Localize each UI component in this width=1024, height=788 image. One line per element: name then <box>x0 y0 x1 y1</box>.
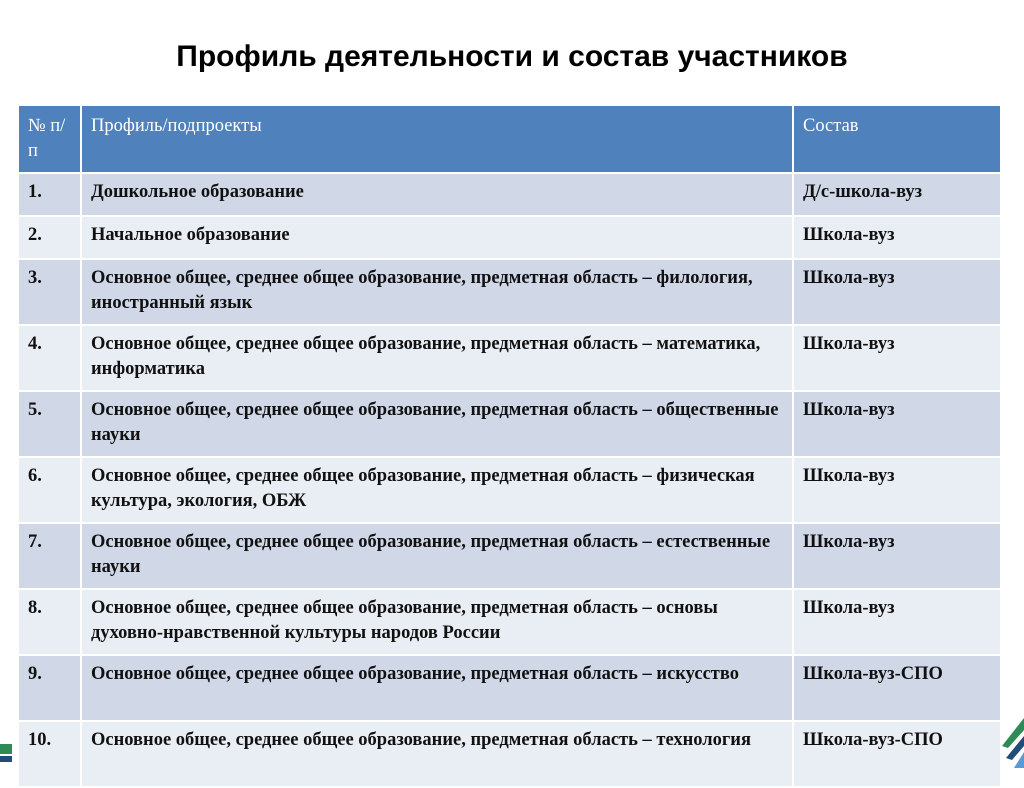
row-composition: Школа-вуз <box>793 259 1001 325</box>
row-num: 2. <box>18 216 81 259</box>
table-row <box>18 325 1001 391</box>
table-row <box>18 173 1001 216</box>
header-profile: Профиль/подпроекты <box>81 105 793 173</box>
row-composition: Д/с-школа-вуз <box>793 173 1001 216</box>
row-profile: Основное общее, среднее общее образование, предметная область – естественные науки <box>81 523 793 589</box>
row-composition: Школа-вуз <box>793 589 1001 655</box>
row-profile: Основное общее, среднее общее образование, предметная область – общественные науки <box>81 391 793 457</box>
row-composition: Школа-вуз <box>793 391 1001 457</box>
header-composition: Состав <box>793 105 1001 173</box>
corner-decoration-left-bar <box>0 756 12 762</box>
row-composition: Школа-вуз-СПО <box>793 655 1001 721</box>
row-num: 3. <box>18 259 81 325</box>
row-num: 8. <box>18 589 81 655</box>
row-profile: Основное общее, среднее общее образование, предметная область – физическая культура, экология, ОБЖ <box>81 457 793 523</box>
row-profile: Основное общее, среднее общее образование, предметная область – искусство <box>81 655 793 721</box>
header-num: № п/п <box>18 105 81 173</box>
table-row <box>18 589 1001 655</box>
row-profile: Основное общее, среднее общее образование, предметная область – филология, иностранный язык <box>81 259 793 325</box>
table-row <box>18 259 1001 325</box>
table-row <box>18 457 1001 523</box>
row-profile: Дошкольное образование <box>81 173 793 216</box>
row-num: 7. <box>18 523 81 589</box>
table-header-row <box>18 105 1001 173</box>
row-num: 6. <box>18 457 81 523</box>
row-profile: Основное общее, среднее общее образование, предметная область – основы духовно-нравственной культуры народов России <box>81 589 793 655</box>
row-num: 4. <box>18 325 81 391</box>
table-row <box>18 216 1001 259</box>
corner-decoration-right <box>994 718 1024 768</box>
table-row <box>18 391 1001 457</box>
row-composition: Школа-вуз-СПО <box>793 721 1001 787</box>
row-num: 1. <box>18 173 81 216</box>
profile-table <box>17 104 1002 788</box>
row-composition: Школа-вуз <box>793 457 1001 523</box>
table-row <box>18 655 1001 721</box>
row-profile: Основное общее, среднее общее образование, предметная область – математика, информатика <box>81 325 793 391</box>
table-row <box>18 721 1001 787</box>
row-profile: Основное общее, среднее общее образование, предметная область – технология <box>81 721 793 787</box>
slide-title: Профиль деятельности и состав участников <box>176 40 848 73</box>
corner-decoration-left <box>0 744 12 754</box>
row-composition: Школа-вуз <box>793 325 1001 391</box>
row-num: 10. <box>18 721 81 787</box>
row-num: 5. <box>18 391 81 457</box>
table-row <box>18 523 1001 589</box>
row-composition: Школа-вуз <box>793 216 1001 259</box>
row-num: 9. <box>18 655 81 721</box>
row-profile: Начальное образование <box>81 216 793 259</box>
row-composition: Школа-вуз <box>793 523 1001 589</box>
